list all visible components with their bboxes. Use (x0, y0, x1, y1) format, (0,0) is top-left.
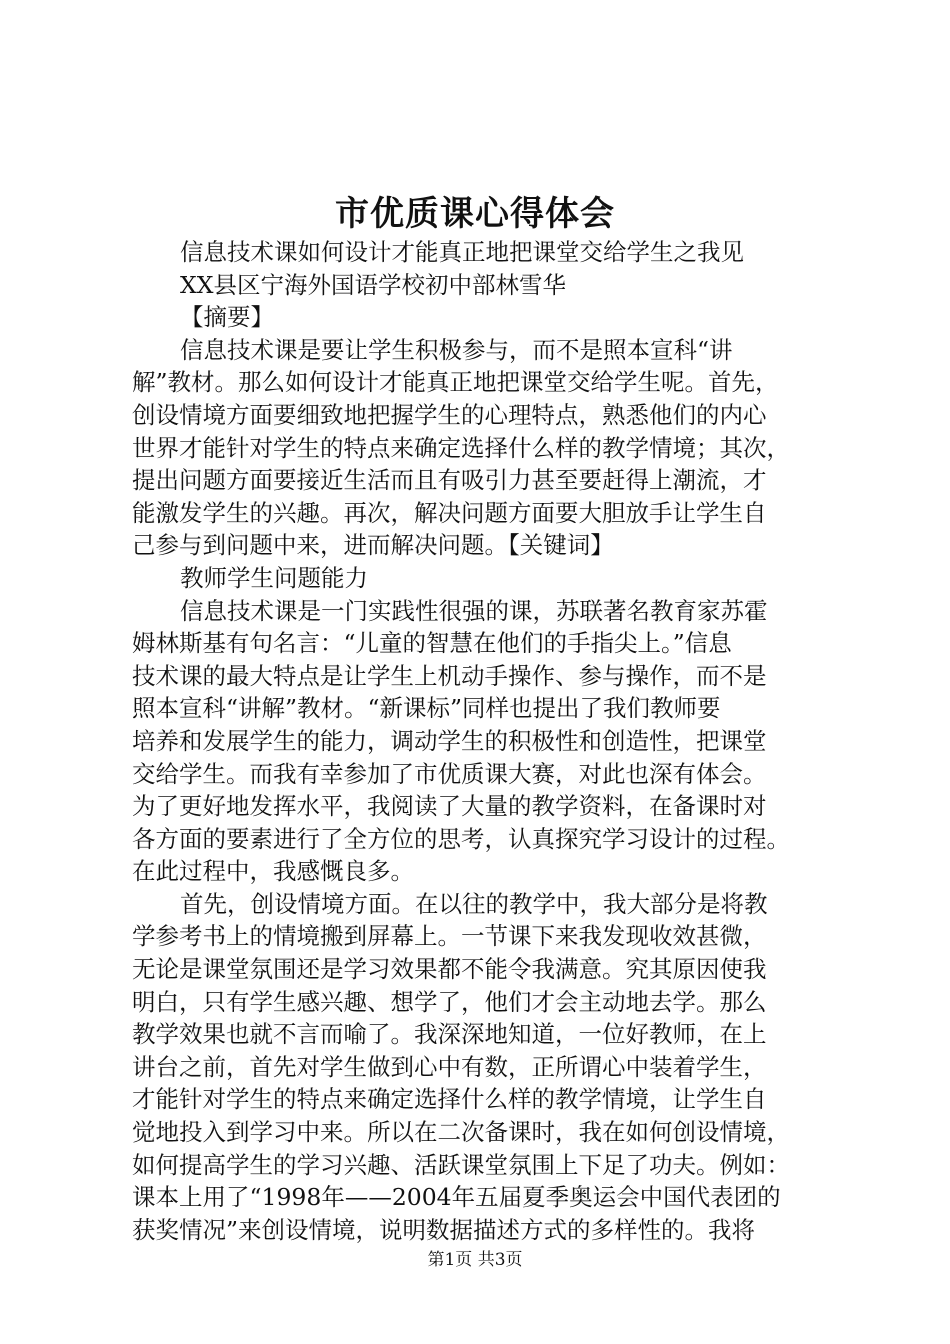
text-line: 讲台之前，首先对学生做到心中有数，正所谓心中装着学生， (132, 1052, 767, 1081)
keywords-line: 教师学生问题能力 (180, 563, 368, 592)
text-line: 信息技术课是要让学生积极参与，而不是照本宣科“讲 (180, 335, 733, 364)
page-footer: 第1页 共3页 (427, 1250, 523, 1270)
text-line: 在此过程中，我感慨良多。 (132, 857, 414, 886)
text-line: 世界才能针对学生的特点来确定选择什么样的教学情境；其次， (132, 433, 790, 462)
text-line: 为了更好地发挥水平，我阅读了大量的教学资料，在备课时对 (132, 792, 767, 821)
text-line: 才能针对学生的特点来确定选择什么样的教学情境，让学生自 (132, 1085, 767, 1114)
text-line: 交给学生。而我有幸参加了市优质课大赛，对此也深有体会。 (132, 759, 767, 788)
text-line: 解”教材。那么如何设计才能真正地把课堂交给学生呢。首先， (132, 368, 779, 397)
text-line: 课本上用了“1998年——2004年五届夏季奥运会中国代表团的 (132, 1183, 781, 1212)
text-line: 提出问题方面要接近生活而且有吸引力甚至要赶得上潮流，才 (132, 466, 767, 495)
text-line: 能激发学生的兴趣。再次，解决问题方面要大胆放手让学生自 (132, 498, 767, 527)
text-line: 姆林斯基有句名言：“儿童的智慧在他们的手指尖上。”信息 (132, 629, 732, 658)
text-line: 创设情境方面要细致地把握学生的心理特点，熟悉他们的内心 (132, 400, 767, 429)
text-line: 学参考书上的情境搬到屏幕上。一节课下来我发现收效甚微， (132, 922, 767, 951)
abstract-heading: 【摘要】 (180, 303, 274, 332)
text-line: 获奖情况”来创设情境，说明数据描述方式的多样性的。我将 (132, 1215, 756, 1244)
text-line: 首先，创设情境方面。在以往的教学中，我大部分是将教 (180, 889, 768, 918)
text-line: 明白，只有学生感兴趣、想学了，他们才会主动地去学。那么 (132, 987, 767, 1016)
author-line: XX县区宁海外国语学校初中部林雪华 (180, 270, 566, 299)
document-body (132, 236, 847, 1246)
text-line: 照本宣科“讲解”教材。“新课标”同样也提出了我们教师要 (132, 694, 721, 723)
text-line: 技术课的最大特点是让学生上机动手操作、参与操作，而不是 (132, 661, 767, 690)
document-title: 市优质课心得体会 (335, 194, 615, 234)
subtitle-line: 信息技术课如何设计才能真正地把课堂交给学生之我见 (180, 238, 744, 266)
text-line: 教学效果也就不言而喻了。我深深地知道，一位好教师，在上 (132, 1020, 767, 1049)
text-line: 信息技术课是一门实践性很强的课，苏联著名教育家苏霍 (180, 596, 768, 625)
text-line: 无论是课堂氛围还是学习效果都不能令我满意。究其原因使我 (132, 955, 767, 984)
text-line: 己参与到问题中来，进而解决问题。【关键词】 (132, 531, 614, 560)
text-line: 培养和发展学生的能力，调动学生的积极性和创造性，把课堂 (132, 726, 767, 755)
text-line: 觉地投入到学习中来。所以在二次备课时，我在如何创设情境， (132, 1118, 790, 1147)
text-line: 各方面的要素进行了全方位的思考，认真探究学习设计的过程。 (132, 824, 790, 853)
text-line: 如何提高学生的学习兴趣、活跃课堂氛围上下足了功夫。例如： (132, 1150, 790, 1179)
